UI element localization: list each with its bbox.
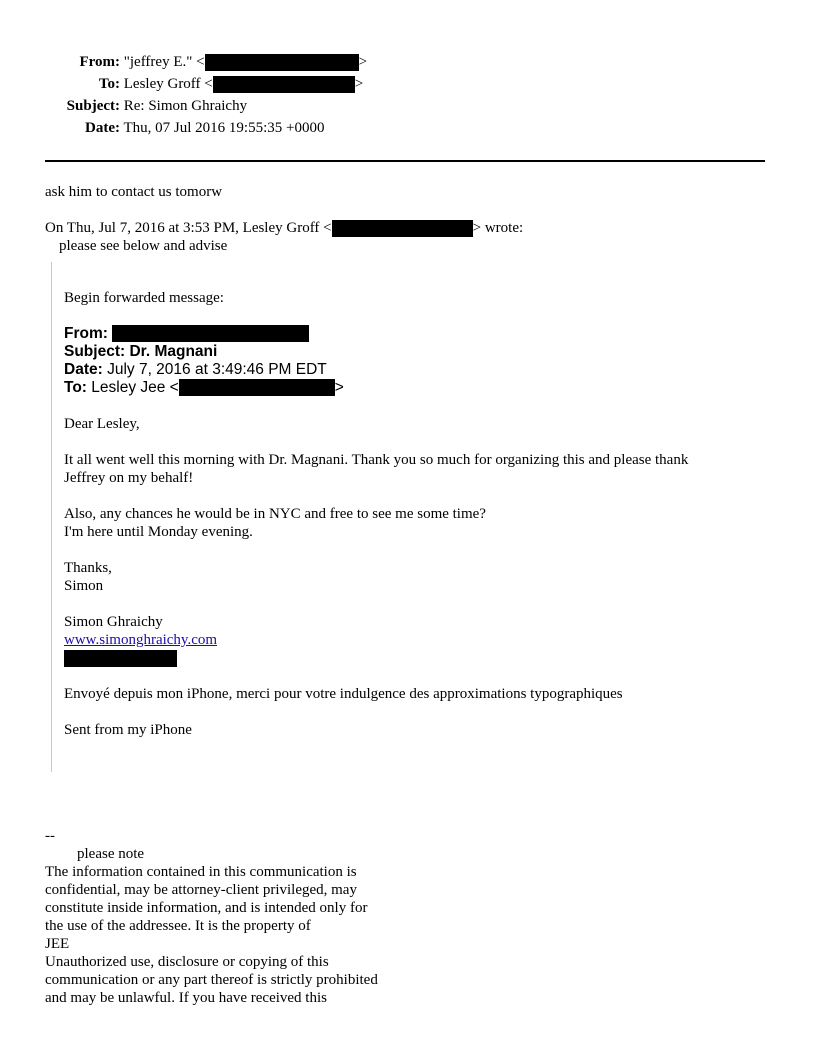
fwd-to-value: Lesley Jee < [91,379,179,396]
fwd-to-close: > [334,379,344,396]
date-value: Thu, 07 Jul 2016 19:55:35 +0000 [123,120,325,136]
from-label: From: [79,54,120,70]
signature-redaction-row [64,649,177,667]
subject-value: Re: Simon Ghraichy [123,98,248,114]
fwd-date-row [64,361,327,379]
redaction-block [213,76,355,93]
sent-from: Sent from my iPhone [64,722,192,738]
attribution-prefix: On Thu, Jul 7, 2016 at 3:53 PM, Lesley Groff < [45,220,332,236]
para2-line1: Also, any chances he would be in NYC and free to see me some time? [64,506,486,522]
signature-name: Simon Ghraichy [64,614,163,630]
footer-line: constitute inside information, and is intended only for [45,900,368,916]
to-value: Lesley Groff < [123,76,213,92]
subject-label: Subject: [66,98,120,114]
footer-line: confidential, may be attorney-client privileged, may [45,882,357,898]
footer-line: the use of the addressee. It is the property of [45,918,311,934]
signature-link-row [64,631,217,649]
fwd-from-row [64,325,309,343]
footer-line: The information contained in this communication is [45,864,357,880]
para1-line2: Jeffrey on my behalf! [64,470,194,486]
footer-dashes: -- [45,828,55,844]
fwd-subject-value: Dr. Magnani [129,343,218,360]
para2-line2: I'm here until Monday evening. [64,524,253,540]
fwd-to-label: To: [64,379,87,396]
header-to-row [60,75,363,93]
fwd-subject-row [64,343,217,361]
to-close: > [354,76,364,92]
greeting: Dear Lesley, [64,416,140,432]
footer-line: communication or any part thereof is strictly prohibited [45,972,378,988]
fwd-date-value: July 7, 2016 at 3:49:46 PM EDT [107,361,327,378]
fwd-date-label: Date: [64,361,103,378]
footer-note-title: please note [77,846,145,862]
footer-line: Unauthorized use, disclosure or copying of this [45,954,329,970]
attribution-suffix: > wrote: [472,220,524,236]
header-date-row [60,119,324,137]
from-close: > [358,54,368,70]
header-from-row [60,53,367,71]
redaction-block [205,54,359,71]
fwd-subject-label: Subject: [64,343,126,360]
fwd-from-label: From: [64,325,108,342]
reply-attribution [45,219,523,237]
sign-first: Simon [64,578,104,594]
fwd-to-row [64,379,344,397]
signature-link[interactable]: www.simonghraichy.com [64,632,218,648]
redaction-block [179,379,335,396]
redaction-block [64,650,177,667]
from-value: "jeffrey E." < [123,54,205,70]
header-subject-row [60,97,247,115]
quote-bar [51,262,52,772]
reply-body: ask him to contact us tomorw [45,184,223,200]
footer-line: JEE [45,936,70,952]
para1-line1: It all went well this morning with Dr. Magnani. Thank you so much for organizing this and please thank [64,452,689,468]
to-label: To: [98,76,120,92]
date-label: Date: [85,120,120,136]
thanks: Thanks, [64,560,112,576]
envoye-line: Envoyé depuis mon iPhone, merci pour votre indulgence des approximations typographiques [64,686,623,702]
header-divider [45,160,765,162]
quoted-intro: please see below and advise [59,238,228,254]
footer-line: and may be unlawful. If you have received this [45,990,327,1006]
redaction-block [332,220,473,237]
forwarded-label: Begin forwarded message: [64,290,224,306]
redaction-block [112,325,309,342]
